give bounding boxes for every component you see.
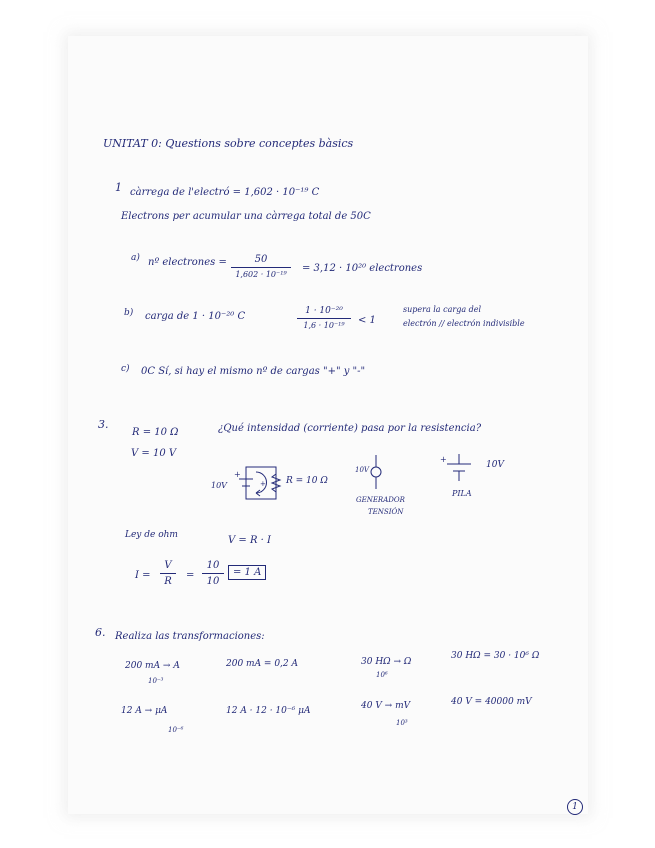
q6-row1-result1: 200 mA = 0,2 A [226,659,299,669]
current-answer [228,568,266,578]
q1b-note2: electrón // electrón indivisible [403,319,525,328]
current-answer-box: = 1 A [228,565,266,580]
circuit-plus-sign: + [234,470,241,479]
q1a-numerator: 50 [231,255,291,268]
q1b-label: b) [124,308,134,318]
battery-caption: PILA [452,489,472,498]
q6-number: 6. [95,626,106,639]
q3-voltage: V = 10 V [131,448,177,459]
battery-plus-sign: + [440,455,447,464]
ohm-fraction-numerator: V [160,561,176,574]
page-number: 1 [567,799,583,815]
current-minus-sign: - [260,488,263,496]
current-equation-label: I = [135,570,151,581]
q6-row1-conversion2: 30 HΩ → Ω [361,657,412,667]
circuit-resistor-label: R = 10 Ω [286,476,328,486]
ohm-fraction-denominator: R [164,576,172,587]
generator-caption1: GENERADOR [356,496,405,504]
ohm-law-label: Ley de ohm [125,530,178,540]
q1a-text: nº electrones = [148,257,227,268]
q1a-result: = 3,12 · 10²⁰ electrones [302,263,423,274]
q6-row2-factor1: 10⁻⁶ [168,726,184,734]
values-denominator: 10 [206,576,220,587]
q1-number: 1 [115,181,122,194]
q1c-text: 0C Sí, si hay el mismo nº de cargas "+" y "-" [141,366,366,377]
ohm-fraction-v-r [160,561,176,587]
q6-row1-factor1: 10⁻³ [148,677,164,685]
generator-voltage: 10V [355,466,369,474]
q6-row2-result2: 40 V = 40000 mV [451,697,532,707]
page-title: UNITAT 0: Questions sobre conceptes bàsics [103,137,354,150]
q1c-label: c) [121,364,130,374]
q3-number: 3. [98,418,109,431]
q1b-text: carga de 1 · 10⁻²⁰ C [145,311,246,322]
q6-row1-result2: 30 HΩ = 30 · 10⁶ Ω [451,651,540,661]
q1a-denominator: 1,602 · 10⁻¹⁹ [235,270,287,279]
q3-resistance: R = 10 Ω [132,427,179,438]
q6-row2-factor2: 10³ [396,719,408,727]
q1b-numerator: 1 · 10⁻²⁰ [297,307,351,319]
q1b-less-than: < 1 [358,315,376,326]
generator-symbol [371,467,381,477]
q6-row1-conversion1: 200 mA → A [125,661,180,671]
q3-question: ¿Qué intensidad (corriente) pasa por la resistencia? [218,423,482,434]
equals-sign: = [186,570,195,581]
q6-row1-factor2: 10⁶ [376,671,388,679]
ohm-law-formula: V = R · I [228,535,271,546]
generator-caption2: TENSIÓN [368,508,404,516]
circuit-source-label: 10V [211,481,227,490]
values-numerator: 10 [202,561,224,574]
q1-line2: Electrons per acumular una càrrega total de 50C [121,211,371,222]
q1-line1: càrrega de l'electró = 1,602 · 10⁻¹⁹ C [130,187,320,198]
q1a-label: a) [131,253,140,263]
q6-title: Realiza las transformaciones: [115,631,265,642]
q6-row2-result1: 12 A · 12 · 10⁻⁶ μA [226,706,311,716]
current-plus-sign: + [260,480,266,488]
ohm-fraction-values [202,561,224,587]
q6-row2-conversion2: 40 V → mV [361,701,411,711]
q1b-note1: supera la carga del [403,305,482,314]
q1b-denominator: 1,6 · 10⁻¹⁹ [303,321,345,330]
battery-voltage: 10V [486,460,504,470]
q6-row2-conversion1: 12 A → μA [121,706,168,716]
